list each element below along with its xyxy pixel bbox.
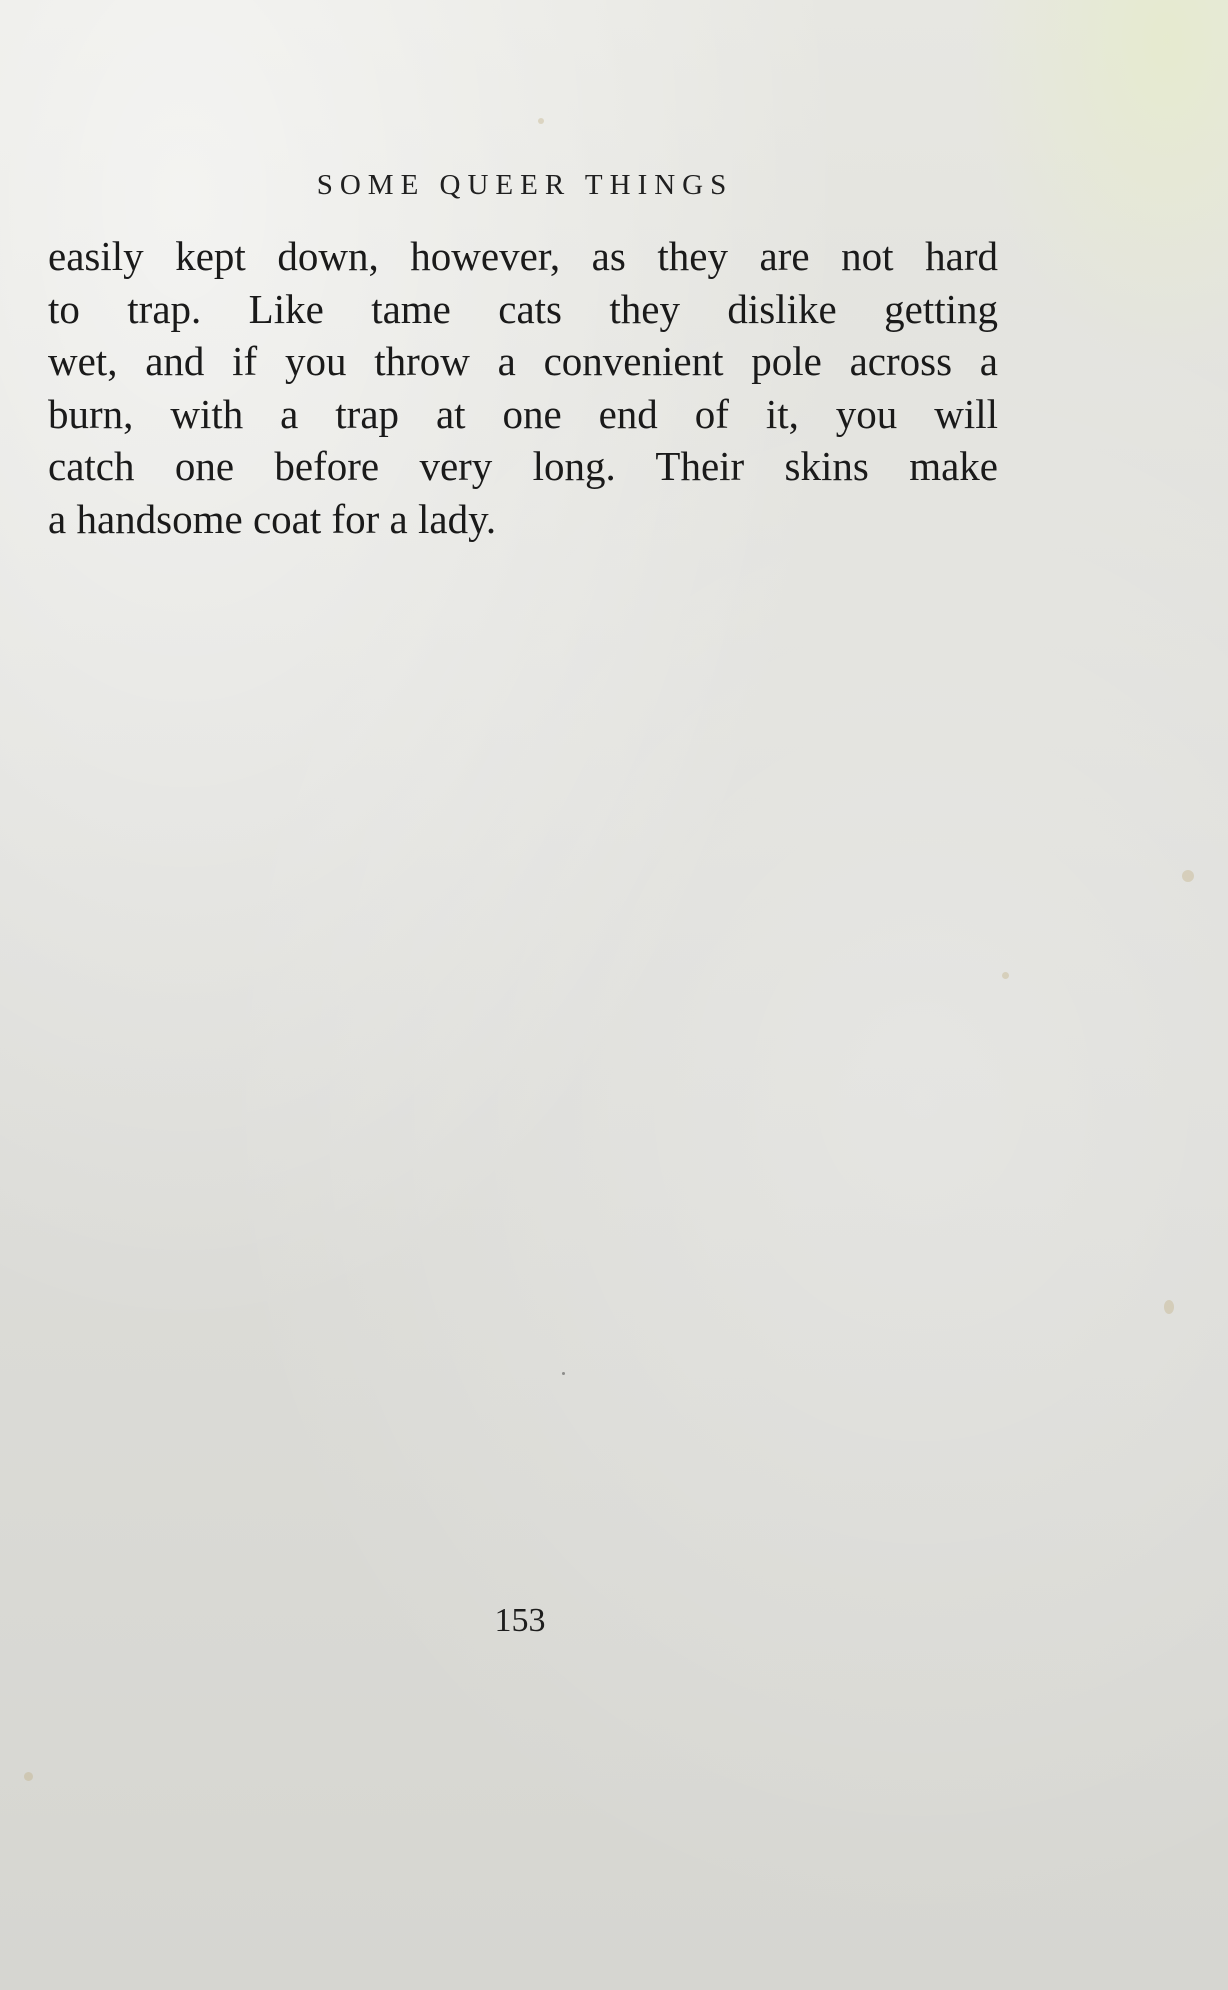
paragraph-line: to trap. Like tame cats they dislike getting	[48, 285, 998, 332]
paper-speck	[1182, 870, 1194, 882]
paper-speck	[1164, 1300, 1174, 1314]
paper-speck	[538, 118, 544, 124]
paragraph-line: wet, and if you throw a convenient pole across a	[48, 338, 998, 385]
running-head: SOME QUEER THINGS	[316, 169, 734, 201]
body-paragraph	[48, 230, 998, 546]
paragraph-line: a handsome coat for a lady.	[48, 495, 497, 542]
paragraph-line: easily kept down, however, as they are not hard	[48, 233, 998, 279]
paper-speck	[1002, 972, 1009, 979]
paragraph-line: catch one before very long. Their skins make	[48, 443, 998, 490]
paper-speck	[24, 1772, 33, 1781]
paragraph-line: burn, with a trap at one end of it, you will	[48, 390, 998, 437]
page-number: 153	[494, 1602, 546, 1639]
paper-speck	[562, 1372, 565, 1375]
